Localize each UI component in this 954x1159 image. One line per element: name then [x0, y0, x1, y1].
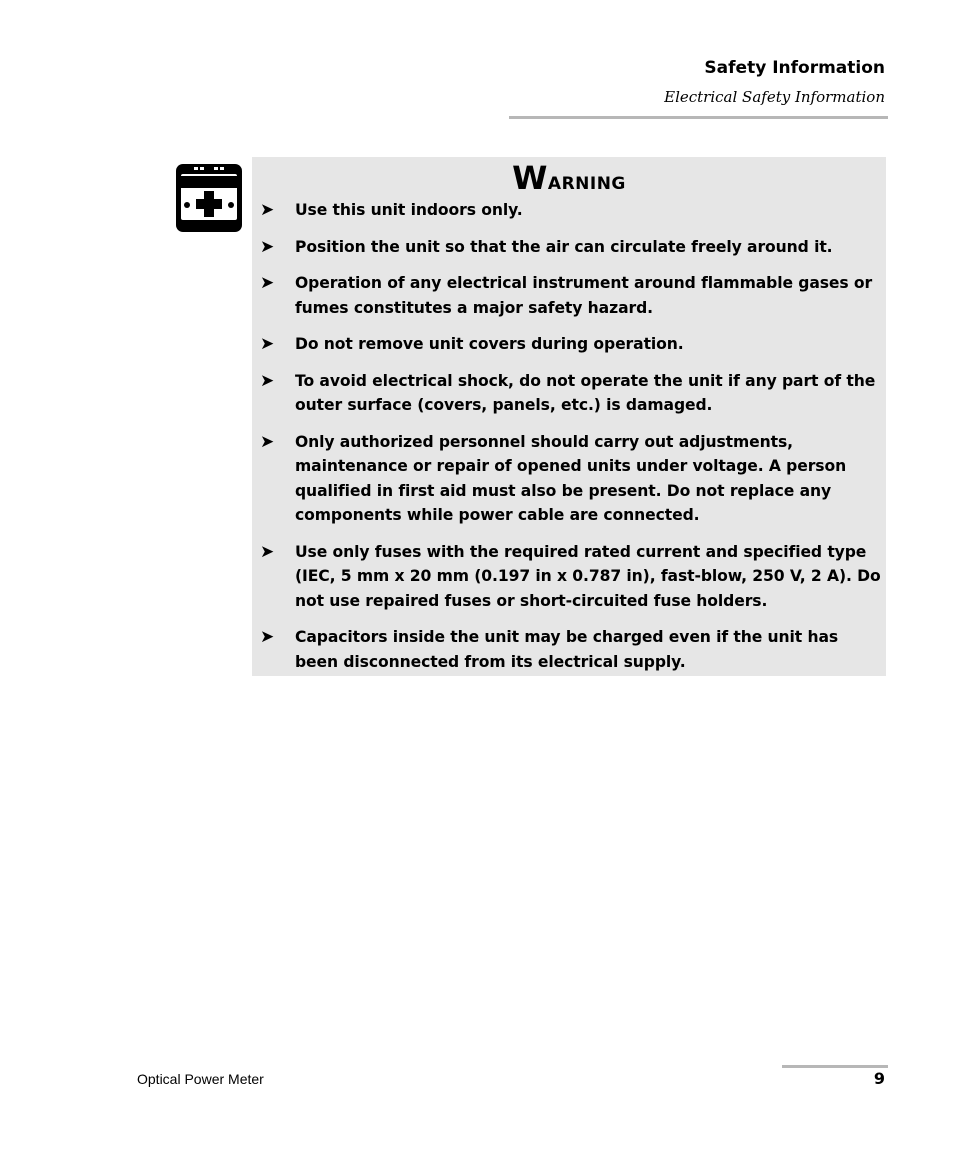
warning-item: ➤ To avoid electrical shock, do not operate the unit if any part of the outer surface (covers, panels, etc.) is damaged. [260, 370, 876, 414]
document-title: Optical Power Meter [137, 1071, 264, 1087]
warning-item: ➤ Use only fuses with the required rated current and specified type (IEC, 5 mm x 20 mm (0.197 in x 0.787 in), fast-blow, 250 V, 2 A). Do not use repaired fuses or short-circuited fuse holders. [260, 541, 881, 610]
arrow-bullet-icon: ➤ [260, 334, 275, 354]
arrow-bullet-icon: ➤ [260, 627, 275, 647]
warning-item: ➤ Use this unit indoors only. [260, 198, 882, 223]
arrow-bullet-icon: ➤ [260, 236, 275, 257]
arrow-bullet-icon: ➤ [260, 541, 275, 562]
warning-item: ➤ Do not remove unit covers during operation. [260, 332, 882, 357]
warning-title: Warning [512, 159, 626, 197]
first-aid-warning-icon [175, 163, 243, 233]
subsection-title: Electrical Safety Information [664, 88, 885, 106]
arrow-bullet-icon: ➤ [260, 200, 275, 220]
section-title: Safety Information [704, 58, 885, 78]
warning-item: ➤ Only authorized personnel should carry out adjustments, maintenance or repair of opened units under voltage. A person qualified in first aid must also be present. Do not replace any components while power cable are connected. [260, 431, 847, 524]
footer-divider [782, 1065, 888, 1068]
warning-item: ➤ Position the unit so that the air can circulate freely around it. [260, 235, 882, 260]
arrow-bullet-icon: ➤ [260, 431, 275, 452]
warning-item: ➤ Operation of any electrical instrument around flammable gases or fumes constitutes a major safety hazard. [260, 273, 873, 317]
warning-box [252, 157, 886, 676]
warning-item: ➤ Capacitors inside the unit may be charged even if the unit has been disconnected from its electrical supply. [260, 627, 839, 671]
arrow-bullet-icon: ➤ [260, 370, 275, 391]
warning-list [260, 198, 882, 686]
page-number: 9 [873, 1069, 885, 1088]
arrow-bullet-icon: ➤ [260, 273, 275, 293]
header-divider [509, 116, 888, 119]
